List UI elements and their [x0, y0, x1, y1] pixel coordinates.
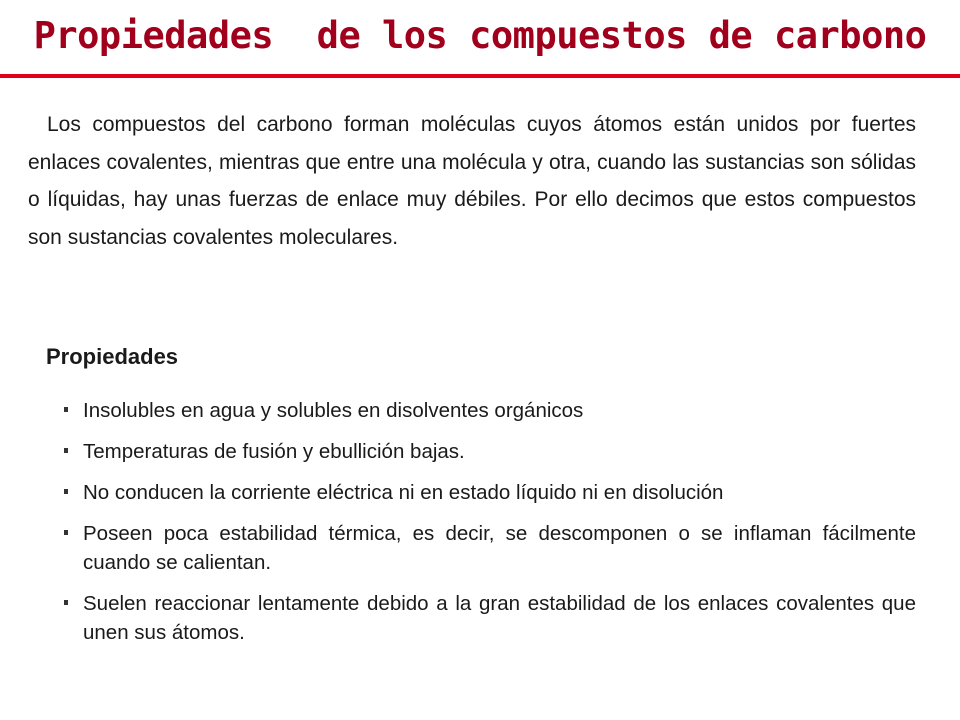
square-bullet-icon	[64, 600, 68, 605]
square-bullet-icon	[64, 489, 68, 494]
properties-list	[64, 396, 916, 659]
title-divider	[0, 74, 960, 78]
property-item	[64, 589, 916, 647]
property-item	[64, 478, 916, 507]
property-item	[64, 396, 916, 425]
property-item	[64, 437, 916, 466]
square-bullet-icon	[64, 448, 68, 453]
property-text: Suelen reaccionar lentamente debido a la gran estabilidad de los enlaces covalentes que unen sus átomos.	[83, 592, 916, 644]
slide-title: Propiedades de los compuestos de carbono	[33, 14, 927, 57]
property-text: Insolubles en agua y solubles en disolventes orgánicos	[83, 399, 584, 422]
intro-paragraph: Los compuestos del carbono forman moléculas cuyos átomos están unidos por fuertes enlaces covalentes, mientras que entre una molécula y otra, cuando las sustancias son sólidas o líquidas, hay unas fuerzas de enlace muy débiles. Por ello decimos que estos compuestos son sustancias covalentes moleculares.	[28, 113, 916, 249]
property-text: Temperaturas de fusión y ebullición bajas.	[83, 440, 465, 463]
square-bullet-icon	[64, 407, 68, 412]
property-text: No conducen la corriente eléctrica ni en estado líquido ni en disolución	[83, 481, 724, 504]
property-text: Poseen poca estabilidad térmica, es decir, se descomponen o se inflaman fácilmente cuando se calientan.	[83, 522, 916, 574]
section-heading: Propiedades	[46, 344, 179, 369]
property-item	[64, 519, 916, 577]
square-bullet-icon	[64, 530, 68, 535]
